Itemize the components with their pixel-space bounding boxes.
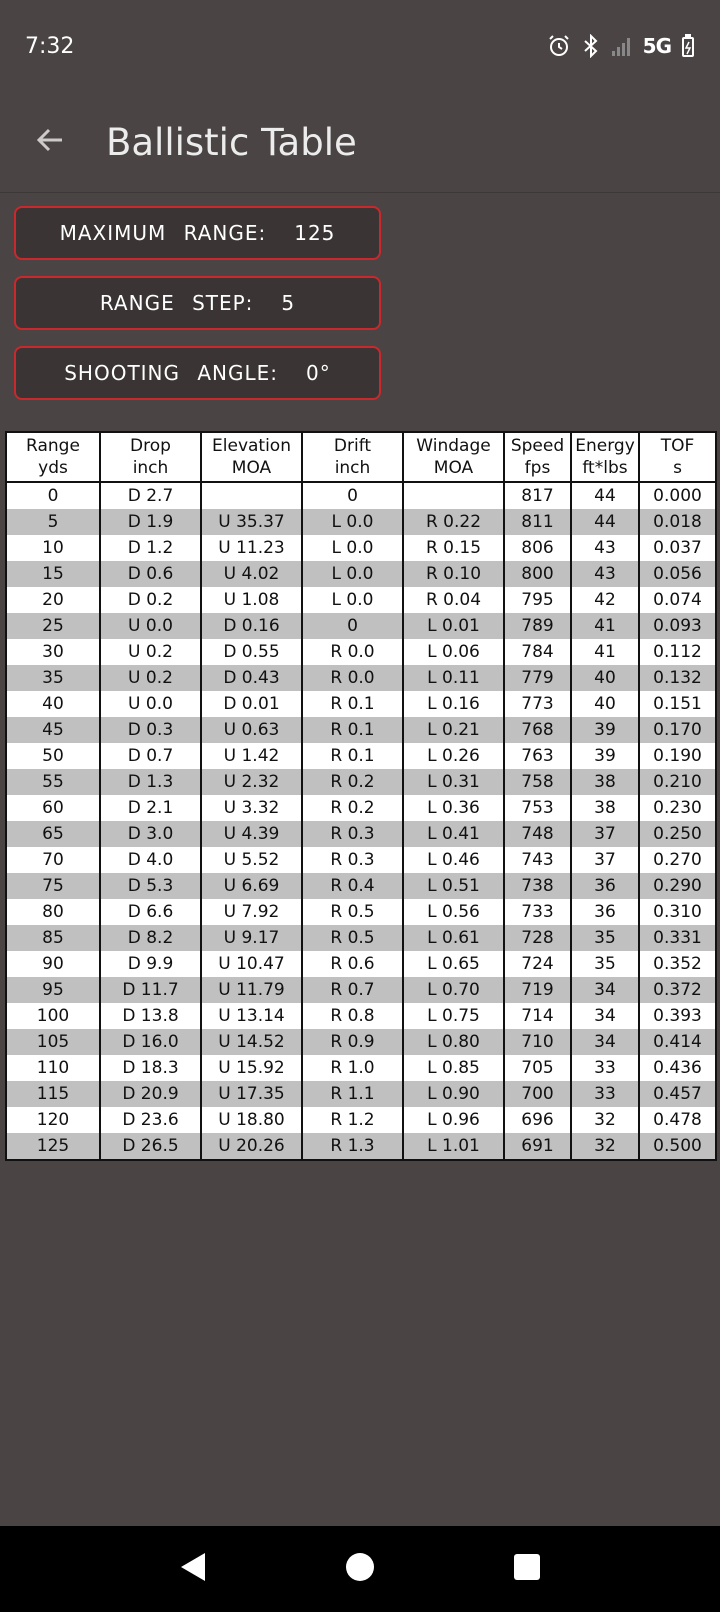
table-cell: 38 [571,769,639,795]
table-cell: 0.037 [639,535,716,561]
column-header-unit: yds [38,458,68,478]
table-cell: L 0.61 [403,925,504,951]
table-row [6,1029,716,1055]
table-cell: U 11.79 [201,977,302,1003]
table-cell: U 0.2 [100,639,201,665]
nav-home-icon [345,1552,375,1586]
table-cell: 0.331 [639,925,716,951]
table-cell: 42 [571,587,639,613]
table-cell: 33 [571,1081,639,1107]
table-row [6,717,716,743]
table-cell: R 1.3 [302,1133,403,1160]
range-step-button[interactable] [14,276,381,330]
table-cell: L 1.01 [403,1133,504,1160]
table-cell: L 0.31 [403,769,504,795]
table-cell: U 13.14 [201,1003,302,1029]
table-cell: 0.352 [639,951,716,977]
table-cell: 0.310 [639,899,716,925]
table-cell: U 35.37 [201,509,302,535]
table-cell: 75 [6,873,100,899]
table-cell: 0.230 [639,795,716,821]
table-cell: 700 [504,1081,571,1107]
table-row [6,873,716,899]
table-cell: 0.151 [639,691,716,717]
table-cell: D 2.1 [100,795,201,821]
table-cell: D 26.5 [100,1133,201,1160]
table-row [6,1055,716,1081]
table-cell: L 0.51 [403,873,504,899]
table-cell: 70 [6,847,100,873]
table-cell: L 0.0 [302,561,403,587]
table-cell: R 0.2 [302,795,403,821]
table-cell: R 1.0 [302,1055,403,1081]
table-cell: 0.250 [639,821,716,847]
column-header-unit: inch [334,458,371,478]
table-cell: L 0.90 [403,1081,504,1107]
table-row [6,925,716,951]
table-cell: L 0.56 [403,899,504,925]
table-cell: 696 [504,1107,571,1133]
table-row [6,795,716,821]
table-cell: 728 [504,925,571,951]
table-cell: 795 [504,587,571,613]
table-cell: R 0.1 [302,743,403,769]
table-cell: L 0.0 [302,509,403,535]
table-cell: L 0.0 [302,535,403,561]
table-row [6,743,716,769]
table-cell: U 20.26 [201,1133,302,1160]
status-time: 7:32 [25,33,75,59]
table-row [6,899,716,925]
table-cell: L 0.01 [403,613,504,639]
table-cell: D 11.7 [100,977,201,1003]
table-cell: 105 [6,1029,100,1055]
table-cell: 34 [571,1029,639,1055]
table-cell: D 16.0 [100,1029,201,1055]
table-cell: 115 [6,1081,100,1107]
table-cell: U 4.39 [201,821,302,847]
column-header [100,432,201,482]
table-cell: U 6.69 [201,873,302,899]
table-cell: U 0.63 [201,717,302,743]
table-cell: R 1.2 [302,1107,403,1133]
table-cell: 691 [504,1133,571,1160]
table-cell: L 0.70 [403,977,504,1003]
table-cell: 80 [6,899,100,925]
table-cell: D 0.2 [100,587,201,613]
table-cell: D 23.6 [100,1107,201,1133]
table-cell: 763 [504,743,571,769]
table-cell: R 0.04 [403,587,504,613]
table-cell: D 4.0 [100,847,201,873]
shooting-angle-label: SHOOTING ANGLE: [64,361,279,385]
table-cell: R 0.2 [302,769,403,795]
table-cell: U 7.92 [201,899,302,925]
table-cell: D 0.3 [100,717,201,743]
column-header-unit: fps [524,458,551,478]
app-bar [0,92,720,193]
ballistic-table-container [5,431,715,1161]
table-cell: L 0.85 [403,1055,504,1081]
table-cell: D 1.3 [100,769,201,795]
table-cell: D 1.9 [100,509,201,535]
table-cell: 39 [571,743,639,769]
nav-home-button[interactable] [340,1549,380,1589]
table-cell: 35 [571,925,639,951]
table-cell: D 0.55 [201,639,302,665]
table-cell: 55 [6,769,100,795]
table-cell: 738 [504,873,571,899]
table-body [6,482,716,1160]
table-row [6,1107,716,1133]
table-cell: U 1.42 [201,743,302,769]
table-cell: D 13.8 [100,1003,201,1029]
table-cell: D 1.2 [100,535,201,561]
table-cell: 779 [504,665,571,691]
table-cell: 710 [504,1029,571,1055]
column-header [302,432,403,482]
table-cell: R 0.4 [302,873,403,899]
table-cell: 0.414 [639,1029,716,1055]
table-cell: 38 [571,795,639,821]
table-cell: 15 [6,561,100,587]
table-cell: 30 [6,639,100,665]
table-cell: 0.478 [639,1107,716,1133]
table-cell: U 14.52 [201,1029,302,1055]
table-cell: 748 [504,821,571,847]
table-cell: 120 [6,1107,100,1133]
nav-back-icon [179,1551,207,1587]
table-cell: L 0.26 [403,743,504,769]
table-cell: 0 [6,482,100,509]
column-header-title: Drift [333,436,372,456]
table-cell: D 2.7 [100,482,201,509]
table-cell: L 0.65 [403,951,504,977]
table-cell: 0.457 [639,1081,716,1107]
table-cell: 811 [504,509,571,535]
table-cell: R 0.5 [302,899,403,925]
table-cell: 0.393 [639,1003,716,1029]
table-cell: 10 [6,535,100,561]
table-cell: U 11.23 [201,535,302,561]
table-cell: L 0.80 [403,1029,504,1055]
alarm-icon [547,34,571,58]
table-row [6,561,716,587]
table-cell: D 6.6 [100,899,201,925]
table-cell: 743 [504,847,571,873]
column-header [403,432,504,482]
table-cell: 0.210 [639,769,716,795]
table-cell: 20 [6,587,100,613]
table-cell: 44 [571,509,639,535]
table-row [6,535,716,561]
table-cell: 0.018 [639,509,716,535]
table-row [6,1133,716,1160]
table-cell: U 15.92 [201,1055,302,1081]
table-cell: R 0.5 [302,925,403,951]
table-cell: 95 [6,977,100,1003]
table-cell: 43 [571,561,639,587]
table-cell: 0.093 [639,613,716,639]
table-cell: 43 [571,535,639,561]
table-cell: 60 [6,795,100,821]
table-row [6,847,716,873]
table-cell: L 0.0 [302,587,403,613]
table-cell: U 1.08 [201,587,302,613]
table-cell: R 0.8 [302,1003,403,1029]
table-cell: D 0.01 [201,691,302,717]
table-cell: L 0.36 [403,795,504,821]
column-header-title: TOF [660,436,695,456]
table-row [6,587,716,613]
table-cell: 35 [571,951,639,977]
table-cell: L 0.16 [403,691,504,717]
column-header [201,432,302,482]
table-cell: D 0.7 [100,743,201,769]
column-header [639,432,716,482]
table-cell: R 0.1 [302,691,403,717]
table-cell: R 0.7 [302,977,403,1003]
maximum-range-button[interactable] [14,206,381,260]
column-header-unit: s [673,458,682,478]
table-cell: R 0.0 [302,639,403,665]
table-cell: 806 [504,535,571,561]
table-cell: 65 [6,821,100,847]
table-cell: 45 [6,717,100,743]
table-row [6,691,716,717]
table-cell: 773 [504,691,571,717]
table-cell: D 3.0 [100,821,201,847]
table-cell: D 9.9 [100,951,201,977]
table-cell: 714 [504,1003,571,1029]
table-cell: 41 [571,639,639,665]
maximum-range-value: 125 [294,221,336,245]
table-cell: U 0.0 [100,691,201,717]
table-cell: 37 [571,821,639,847]
range-step-label: RANGE STEP: [99,291,254,315]
table-cell: 25 [6,613,100,639]
table-row [6,977,716,1003]
table-cell: 50 [6,743,100,769]
table-cell: 753 [504,795,571,821]
table-cell: 0.500 [639,1133,716,1160]
table-cell: D 8.2 [100,925,201,951]
column-header [6,432,100,482]
column-header-title: Speed [510,436,565,456]
table-cell: 768 [504,717,571,743]
status-icons [547,34,695,58]
table-cell: 40 [6,691,100,717]
table-cell: 0.270 [639,847,716,873]
table-cell: U 2.32 [201,769,302,795]
table-cell: 758 [504,769,571,795]
table-cell: 100 [6,1003,100,1029]
shooting-angle-button[interactable] [14,346,381,400]
table-cell: U 0.0 [100,613,201,639]
ballistic-table [5,431,717,1161]
table-row [6,769,716,795]
table-cell: 44 [571,482,639,509]
table-cell: 724 [504,951,571,977]
table-cell: R 0.10 [403,561,504,587]
table-row [6,665,716,691]
table-cell: 34 [571,977,639,1003]
table-cell: D 0.43 [201,665,302,691]
table-cell: L 0.46 [403,847,504,873]
table-row [6,821,716,847]
column-header-unit: inch [132,458,169,478]
table-row [6,639,716,665]
table-cell: 817 [504,482,571,509]
table-cell: U 17.35 [201,1081,302,1107]
table-cell: 0.074 [639,587,716,613]
nav-recents-button[interactable] [507,1549,547,1589]
column-header-title: Elevation [212,436,291,456]
column-header [571,432,639,482]
table-cell [201,482,302,509]
bluetooth-icon [581,34,601,58]
table-header-row [6,432,716,482]
table-cell: U 9.17 [201,925,302,951]
nav-back-button[interactable] [173,1549,213,1589]
table-cell: 733 [504,899,571,925]
column-header-title: Drop [130,436,171,456]
battery-icon [681,34,695,58]
table-row [6,613,716,639]
table-cell: U 0.2 [100,665,201,691]
signal-icon [611,35,633,57]
table-cell: R 0.6 [302,951,403,977]
nav-recents-icon [513,1553,541,1585]
table-cell: 784 [504,639,571,665]
table-cell: 125 [6,1133,100,1160]
table-cell: 0.132 [639,665,716,691]
navigation-bar [0,1526,720,1612]
table-cell: R 0.1 [302,717,403,743]
table-cell: 110 [6,1055,100,1081]
table-cell: 0 [302,482,403,509]
table-cell: 0.112 [639,639,716,665]
table-cell: L 0.11 [403,665,504,691]
table-cell: L 0.21 [403,717,504,743]
table-cell: 40 [571,691,639,717]
table-cell: R 0.0 [302,665,403,691]
table-cell: 5 [6,509,100,535]
network-label: 5G [642,34,671,58]
table-cell: U 3.32 [201,795,302,821]
table-cell: 0 [302,613,403,639]
table-cell: L 0.41 [403,821,504,847]
table-cell: U 10.47 [201,951,302,977]
status-bar [0,0,720,92]
table-cell: R 0.3 [302,847,403,873]
table-cell: R 0.3 [302,821,403,847]
table-cell: 0.170 [639,717,716,743]
table-cell: 90 [6,951,100,977]
table-row [6,1003,716,1029]
table-row [6,1081,716,1107]
table-cell: 33 [571,1055,639,1081]
table-cell: 40 [571,665,639,691]
table-cell: 0.290 [639,873,716,899]
table-cell: D 20.9 [100,1081,201,1107]
table-cell: 85 [6,925,100,951]
arrow-left-icon [34,124,66,160]
table-cell: 705 [504,1055,571,1081]
table-cell: 0.372 [639,977,716,1003]
table-cell [403,482,504,509]
table-cell: 36 [571,899,639,925]
column-header [504,432,571,482]
table-cell: 41 [571,613,639,639]
table-cell: 35 [6,665,100,691]
table-cell: 719 [504,977,571,1003]
table-cell: 32 [571,1133,639,1160]
table-cell: 39 [571,717,639,743]
shooting-angle-value: 0° [306,361,331,385]
table-cell: 0.056 [639,561,716,587]
table-cell: 0.436 [639,1055,716,1081]
table-cell: L 0.96 [403,1107,504,1133]
table-row [6,509,716,535]
back-button[interactable] [20,112,80,172]
table-cell: 0.000 [639,482,716,509]
table-row [6,951,716,977]
page-title: Ballistic Table [106,120,357,164]
table-cell: D 0.6 [100,561,201,587]
table-cell: U 5.52 [201,847,302,873]
table-cell: R 0.9 [302,1029,403,1055]
table-cell: D 0.16 [201,613,302,639]
table-cell: U 4.02 [201,561,302,587]
table-cell: 36 [571,873,639,899]
column-header-title: Range [26,436,80,456]
table-cell: L 0.06 [403,639,504,665]
column-header-title: Energy [575,436,635,456]
maximum-range-label: MAXIMUM RANGE: [59,221,267,245]
table-cell: 800 [504,561,571,587]
table-cell: D 5.3 [100,873,201,899]
table-cell: 0.190 [639,743,716,769]
table-cell: 34 [571,1003,639,1029]
column-header-unit: MOA [433,458,474,478]
table-cell: R 0.22 [403,509,504,535]
table-row [6,482,716,509]
table-cell: 37 [571,847,639,873]
column-header-unit: ft*lbs [582,458,628,478]
column-header-unit: MOA [231,458,272,478]
table-cell: 789 [504,613,571,639]
column-header-title: Windage [416,436,491,456]
range-step-value: 5 [281,291,296,315]
table-cell: R 1.1 [302,1081,403,1107]
table-cell: R 0.15 [403,535,504,561]
table-cell: L 0.75 [403,1003,504,1029]
table-cell: 32 [571,1107,639,1133]
table-cell: U 18.80 [201,1107,302,1133]
table-cell: D 18.3 [100,1055,201,1081]
